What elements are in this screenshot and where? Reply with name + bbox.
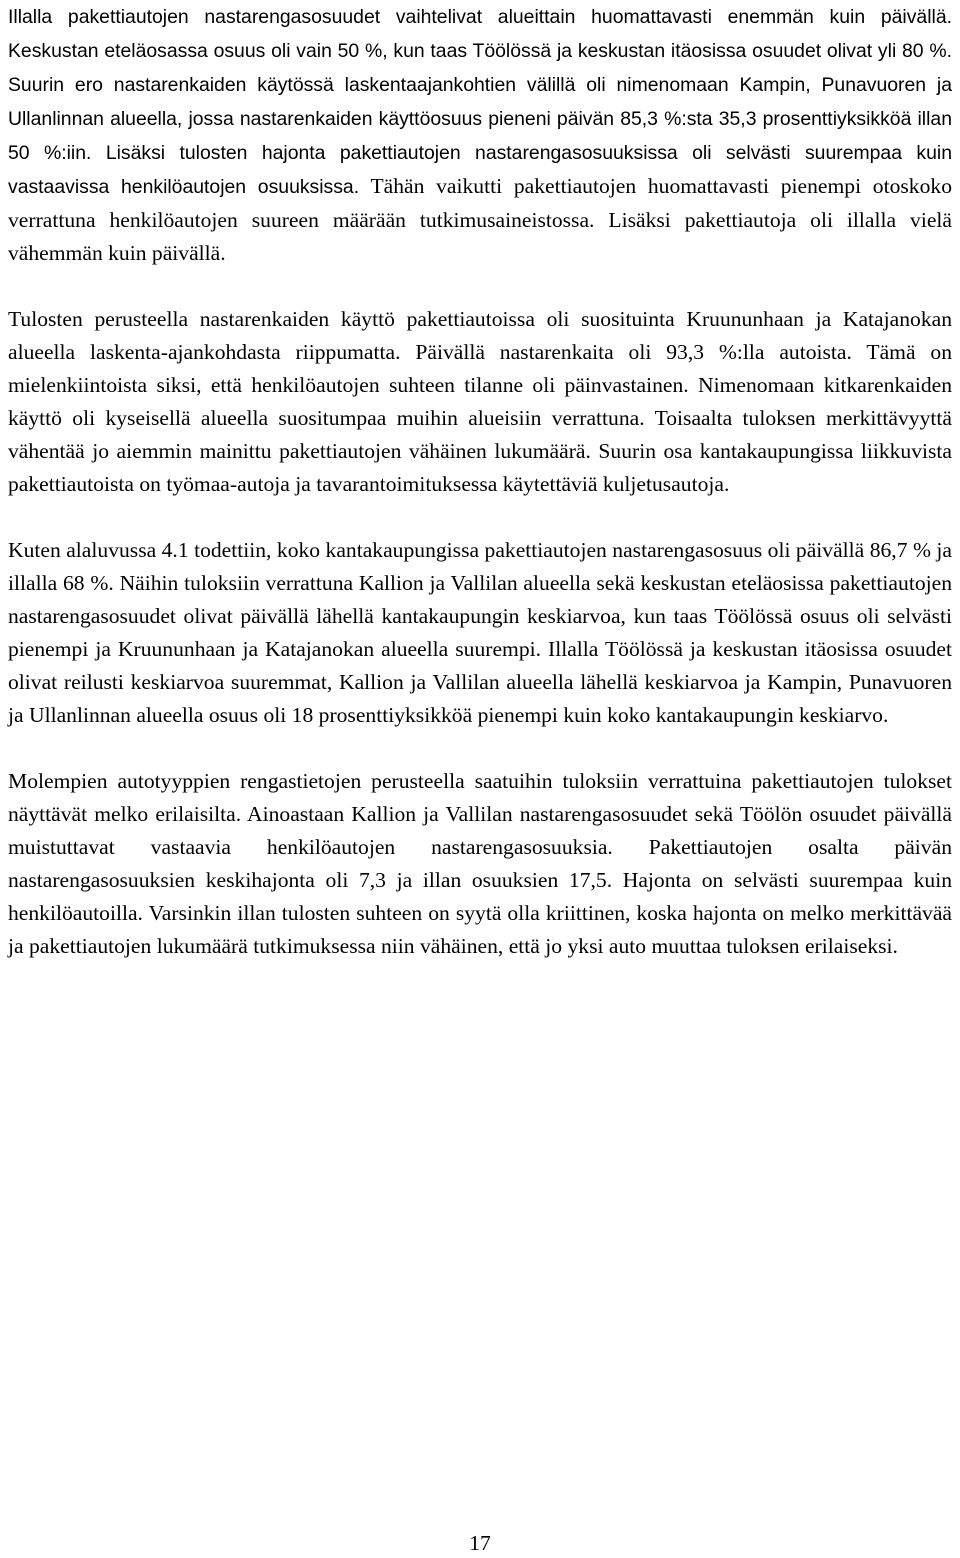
paragraph-1-segment-2: Tähän vaikutti pakettiautojen huomattavasti pienempi otoskoko verrattuna henkilöautojen suureen määrään tutkimusaineistossa. Lisäksi pakettiautoja oli illalla vielä vähemmän kuin päivällä. xyxy=(8,174,952,265)
paragraph-4 xyxy=(8,765,952,963)
document-page xyxy=(8,0,952,963)
paragraph-2 xyxy=(8,303,952,501)
paragraph-2-segment-1: Tulosten perusteella nastarenkaiden käyttö pakettiautoissa oli suosituinta Kruununhaan ja Katajanokan alueella laskenta-ajankohdasta riippumatta. Päivällä nastarenkaita oli 93,3 %:lla autoista. Tämä on mielenkiintoista siksi, että henkilöautojen suhteen tilanne oli päinvastainen. Nimenomaan kitkarenkaiden käyttö oli kyseisellä alueella suositumpaa muihin alueisiin verrattuna. Toisaalta tuloksen merkittävyyttä vähentää jo aiemmin mainittu pakettiautojen vähäinen lukumäärä. Suurin osa kantakaupungissa liikkuvista pakettiautoista on työmaa-autoja ja tavarantoimituksessa käytettäviä kuljetusautoja. xyxy=(8,307,952,496)
paragraph-3-segment-1: Kuten alaluvussa 4.1 todettiin, koko kantakaupungissa pakettiautojen nastarengasosuus oli päivällä 86,7 % ja illalla 68 %. Näihin tuloksiin verrattuna Kallion ja Vallilan alueella sekä keskustan eteläosissa pakettiautojen nastarengasosuudet olivat päivällä lähellä kantakaupungin keskiarvoa, kun taas Töölössä osuus oli selvästi pienempi ja Kruununhaan ja Katajanokan alueella suurempi. Illalla Töölössä ja keskustan itäosissa osuudet olivat reilusti keskiarvoa suuremmat, Kallion ja Vallilan alueella lähellä keskiarvoa ja Kampin, Punavuoren ja Ullanlinnan alueella osuus oli 18 prosenttiyksikköä pienempi kuin koko kantakaupungin keskiarvo. xyxy=(8,538,952,727)
paragraph-4-segment-1: Molempien autotyyppien rengastietojen perusteella saatuihin tuloksiin verrattuina pakettiautojen tulokset näyttävät melko erilaisilta. Ainoastaan Kallion ja Vallilan nastarengasosuudet sekä Töölön osuudet päivällä muistuttavat vastaavia henkilöautojen nastarengasosuuksia. Pakettiautojen osalta päivän nastarengasosuuksien keskihajonta oli 7,3 ja illan osuuksien 17,5. Hajonta on selvästi suurempaa kuin henkilöautoilla. Varsinkin illan tulosten suhteen on syytä olla kriittinen, koska hajonta on melko merkittävää ja pakettiautojen lukumäärä tutkimuksessa niin vähäinen, että jo yksi auto muuttaa tuloksen erilaiseksi. xyxy=(8,769,952,958)
paragraph-1 xyxy=(8,0,952,270)
paragraph-1-segment-1: Illalla pakettiautojen nastarengasosuudet vaihtelivat alueittain huomattavasti enemmän kuin päivällä. Keskustan eteläosassa osuus oli vain 50 %, kun taas Töölössä ja keskustan itäosissa osuudet olivat yli 80 %. Suurin ero nastarenkaiden käytössä laskentaajankohtien välillä oli nimenomaan Kampin, Punavuoren ja Ullanlinnan alueella, jossa nastarenkaiden käyttöosuus pieneni päivän 85,3 %:sta 35,3 prosenttiyksikköä illan 50 %:iin. Lisäksi tulosten hajonta pakettiautojen nastarengasosuuksissa oli selvästi suurempaa kuin vastaavissa henkilöautojen osuuksissa. xyxy=(8,6,952,198)
paragraph-3 xyxy=(8,534,952,732)
page-number: 17 xyxy=(469,1531,491,1555)
